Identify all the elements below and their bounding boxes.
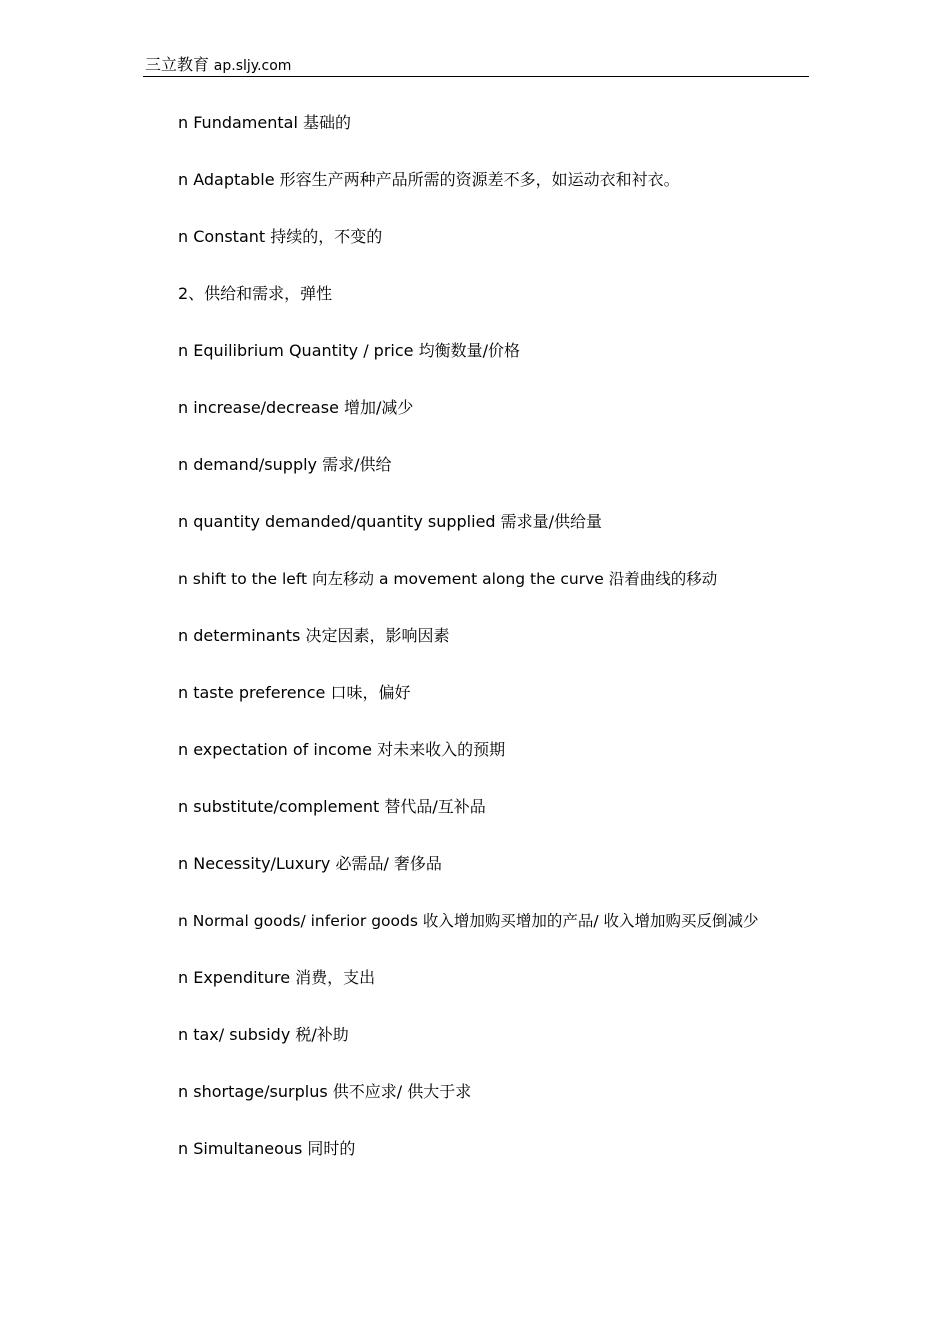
vocab-line: n Normal goods/ inferior goods 收入增加购买增加的产品/ 收入增加购买反倒减少 bbox=[178, 912, 759, 930]
vocab-line: n Simultaneous 同时的 bbox=[178, 1139, 356, 1158]
vocab-line: n Adaptable 形容生产两种产品所需的资源差不多，如运动衣和衬衣。 bbox=[178, 170, 680, 189]
vocab-line: n Constant 持续的，不变的 bbox=[178, 227, 383, 246]
vocab-line: n quantity demanded/quantity supplied 需求量/供给量 bbox=[178, 512, 603, 531]
vocabulary-list bbox=[178, 110, 838, 1193]
vocab-line: n Expenditure 消费，支出 bbox=[178, 968, 376, 987]
vocab-line: n Equilibrium Quantity / price 均衡数量/价格 bbox=[178, 341, 520, 360]
vocab-line: n tax/ subsidy 税/补助 bbox=[178, 1025, 349, 1044]
vocab-line: n substitute/complement 替代品/互补品 bbox=[178, 797, 486, 816]
vocab-line: n Necessity/Luxury 必需品/ 奢侈品 bbox=[178, 854, 442, 873]
vocab-line: n shift to the left 向左移动 a movement along the curve 沿着曲线的移动 bbox=[178, 570, 718, 588]
vocab-line: n determinants 决定因素，影响因素 bbox=[178, 626, 450, 645]
vocab-line: n taste preference 口味，偏好 bbox=[178, 683, 411, 702]
header-url: ap.sljy.com bbox=[213, 58, 292, 74]
header-brand: 三立教育 bbox=[145, 55, 210, 74]
vocab-line: n increase/decrease 增加/减少 bbox=[178, 398, 414, 417]
vocab-line: n expectation of income 对未来收入的预期 bbox=[178, 740, 506, 759]
page-header bbox=[143, 55, 809, 77]
vocab-line: n shortage/surplus 供不应求/ 供大于求 bbox=[178, 1082, 472, 1101]
header-text bbox=[145, 55, 291, 76]
vocab-line: n Fundamental 基础的 bbox=[178, 113, 351, 132]
vocab-line: n demand/supply 需求/供给 bbox=[178, 455, 392, 474]
section-heading: 2、供给和需求，弹性 bbox=[178, 284, 333, 303]
